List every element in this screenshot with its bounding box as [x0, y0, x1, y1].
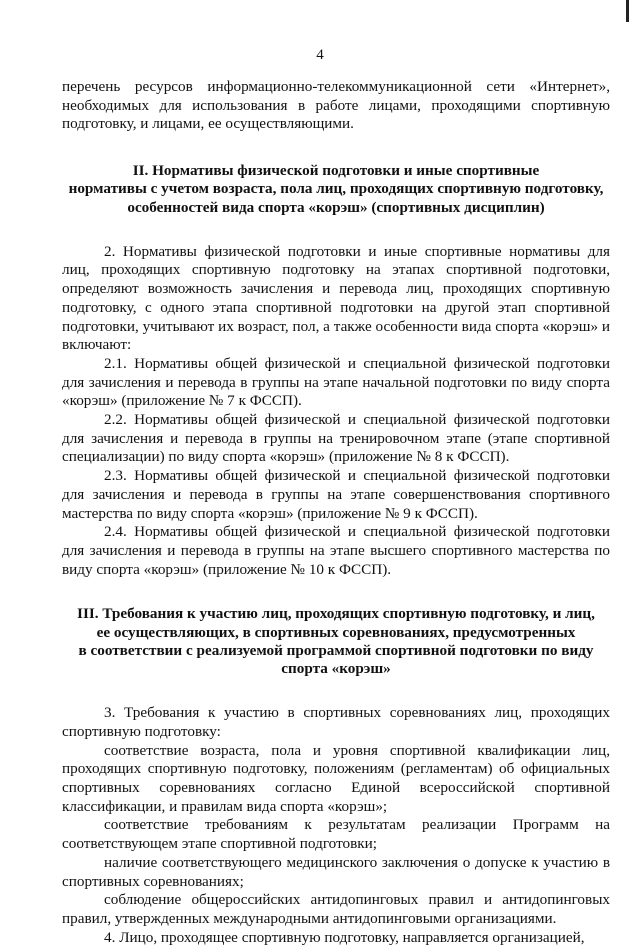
- paragraph-2: 2. Нормативы физической подготовки и иные спортивные нормативы для лиц, проходящих спортивную подготовку на этапах спортивной подготовки, определяют возможность зачисления и перевода лиц, проходящих спортивную подготовку, с одного этапа спортивной подготовки на другой этап спортивной подготовки, учитывают их возраст, пол, а также особенности вида спорта «корэш» и включают:: [62, 242, 610, 354]
- paragraph-3-item: соблюдение общероссийских антидопинговых правил и антидопинговых правил, утвержденных международными антидопинговыми организациями.: [62, 891, 610, 927]
- paragraph-3-item: наличие соответствующего медицинского заключения о допуске к участию в спортивных соревнованиях;: [62, 853, 610, 890]
- section-2-heading: [62, 162, 610, 217]
- section-3-heading: [62, 605, 610, 678]
- section-3-heading-line: III. Требования к участию лиц, проходящих спортивную подготовку, и лиц,: [77, 605, 595, 623]
- paragraph-4: 4. Лицо, проходящее спортивную подготовку, направляется организацией,: [104, 928, 585, 946]
- scan-edge-mark: [626, 0, 629, 22]
- page-number: 4: [316, 47, 324, 63]
- paragraph-3: 3. Требования к участию в спортивных соревнованиях лиц, проходящих спортивную подготовку:: [62, 704, 610, 740]
- paragraph-2-2: 2.2. Нормативы общей физической и специальной физической подготовки для зачисления и перевода в группы на тренировочном этапе (этапе спортивной специализации) по виду спорта «корэш» (приложение № 8 к ФССП).: [62, 411, 610, 466]
- paragraph-3-item: соответствие возраста, пола и уровня спортивной квалификации лиц, проходящих спортивную подготовку, положениям (регламентам) об официальных спортивных соревнованиях согласно Единой всероссийской спортивной классификации, и правилам вида спорта «корэш»;: [62, 741, 610, 815]
- section-2-heading-line: особенностей вида спорта «корэш» (спортивных дисциплин): [127, 198, 545, 216]
- section-3-heading-line: в соответствии с реализуемой программой спортивной подготовки по виду: [78, 641, 594, 659]
- paragraph-2-1: 2.1. Нормативы общей физической и специальной физической подготовки для зачисления и перевода в группы на этапе начальной подготовки по виду спорта «корэш» (приложение № 7 к ФССП).: [62, 354, 610, 410]
- intro-paragraph: перечень ресурсов информационно-телекоммуникационной сети «Интернет», необходимых для использования в работе лицами, проходящими спортивную подготовку, и лицами, ее осуществляющими.: [62, 78, 610, 133]
- paragraph-2-4: 2.4. Нормативы общей физической и специальной физической подготовки для зачисления и перевода в группы на этапе высшего спортивного мастерства по виду спорта «корэш» (приложение № 10 к ФССП).: [62, 523, 610, 578]
- section-2-heading-line: нормативы с учетом возраста, пола лиц, проходящих спортивную подготовку,: [68, 180, 604, 198]
- section-3-heading-line: спорта «корэш»: [281, 659, 391, 677]
- section-3-heading-line: ее осуществляющих, в спортивных соревнованиях, предусмотренных: [96, 623, 576, 641]
- paragraph-2-3: 2.3. Нормативы общей физической и специальной физической подготовки для зачисления и перевода в группы на этапе совершенствования спортивного мастерства по виду спорта «корэш» (приложение № 9 к ФССП).: [62, 467, 610, 522]
- paragraph-3-item: соответствие требованиям к результатам реализации Программ на соответствующем этапе спортивной подготовки;: [62, 816, 610, 853]
- section-2-heading-line: II. Нормативы физической подготовки и иные спортивные: [132, 162, 540, 180]
- document-body: [62, 78, 610, 947]
